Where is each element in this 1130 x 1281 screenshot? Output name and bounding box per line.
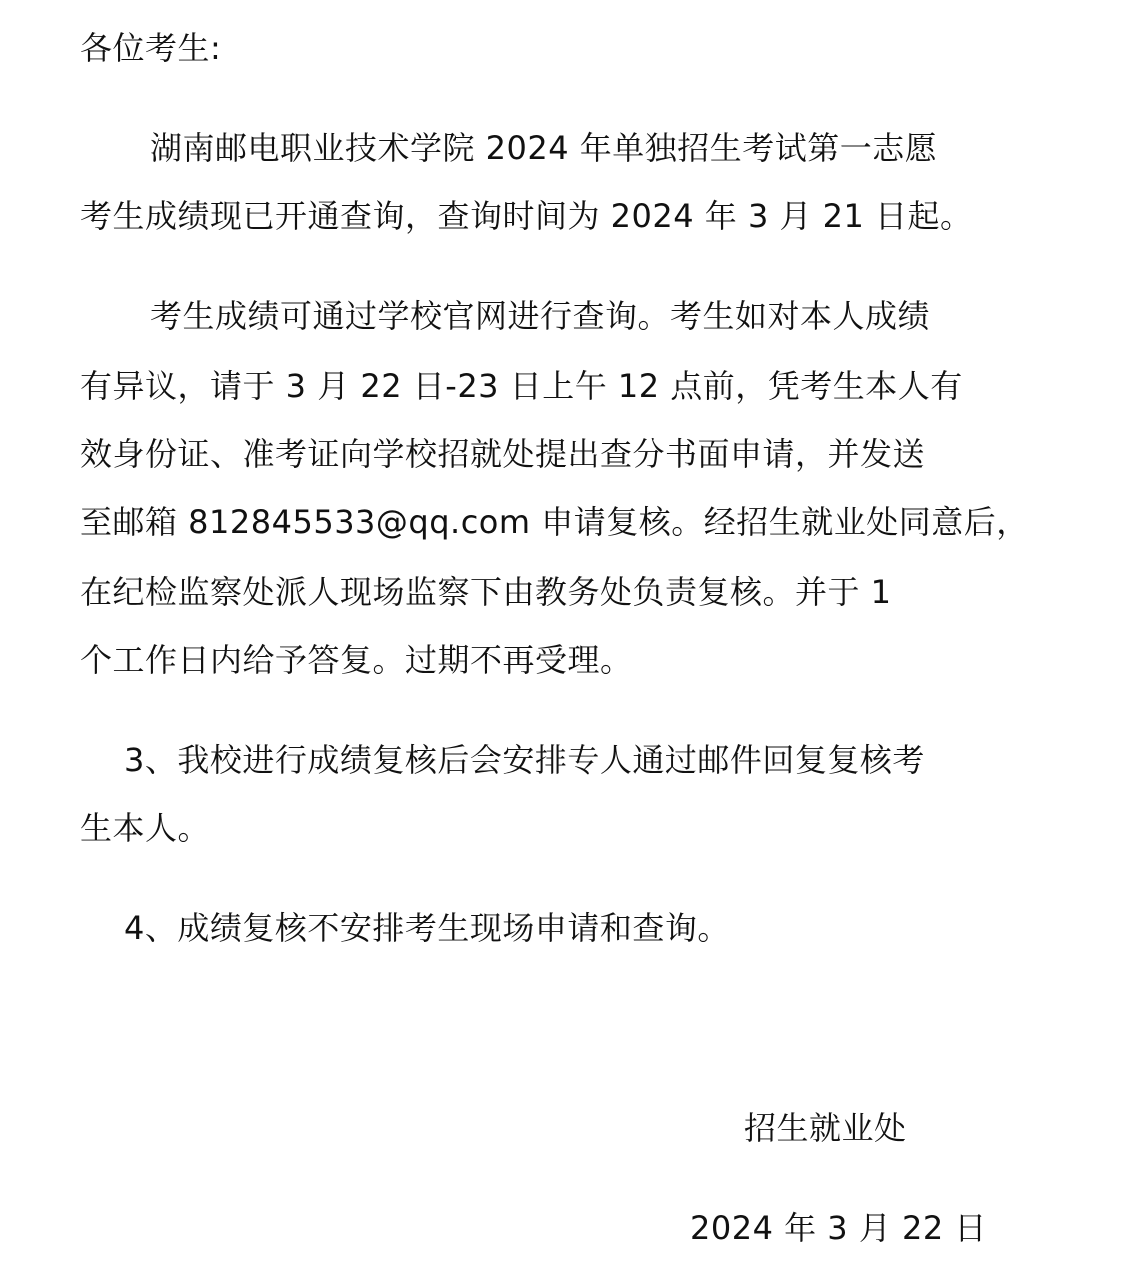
paragraph-2-line-2: 有异议，请于 3 月 22 日-23 日上午 12 点前，凭考生本人有 bbox=[80, 367, 963, 405]
signature: 招生就业处 bbox=[744, 1109, 907, 1147]
paragraph-2-line-1: 考生成绩可通过学校官网进行查询。考生如对本人成绩 bbox=[150, 297, 931, 335]
paragraph-2-line-3: 效身份证、准考证向学校招就处提出查分书面申请，并发送 bbox=[80, 435, 926, 473]
paragraph-2-line-5: 在纪检监察处派人现场监察下由教务处负责复核。并于 1 bbox=[80, 573, 892, 611]
paragraph-3-line-1: 3、我校进行成绩复核后会安排专人通过邮件回复复核考 bbox=[124, 741, 925, 779]
salutation: 各位考生: bbox=[80, 29, 222, 67]
paragraph-4-line-1: 4、成绩复核不安排考生现场申请和查询。 bbox=[124, 909, 730, 947]
paragraph-1-line-1: 湖南邮电职业技术学院 2024 年单独招生考试第一志愿 bbox=[150, 129, 938, 167]
paragraph-2-line-4: 至邮箱 812845533@qq.com 申请复核。经招生就业处同意后， bbox=[80, 503, 1029, 541]
paragraph-2-line-6: 个工作日内给予答复。过期不再受理。 bbox=[80, 641, 633, 679]
paragraph-3-line-2: 生本人。 bbox=[80, 809, 211, 847]
paragraph-1-line-2: 考生成绩现已开通查询，查询时间为 2024 年 3 月 21 日起。 bbox=[80, 197, 973, 235]
date: 2024 年 3 月 22 日 bbox=[690, 1209, 987, 1247]
